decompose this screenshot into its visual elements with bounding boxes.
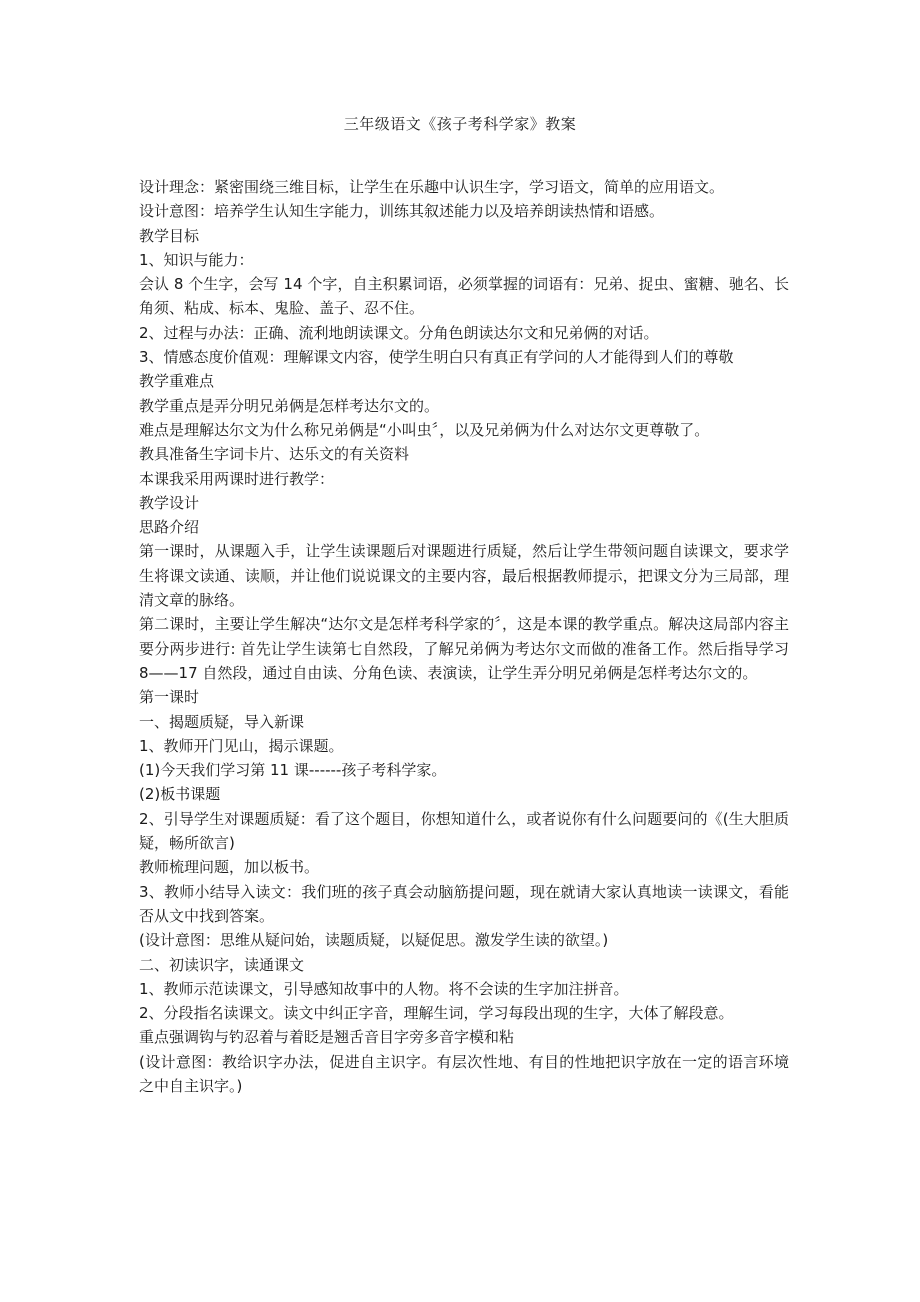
paragraph-read-aloud: 1、教师示范读课文，引导感知故事中的人物。将不会读的生字加注拼音。: [139, 979, 629, 998]
paragraph-emotion-values: 3、情感态度价值观：理解课文内容，使学生明白只有真正有学问的人才能得到人们的尊敬: [139, 348, 734, 367]
heading-teaching-goals: 教学目标: [139, 226, 200, 245]
paragraph-step-1: 1、教师开门见山，揭示课题。: [139, 736, 344, 755]
paragraph-design-note-1: (设计意图：思维从疑问始，读题质疑，以疑促思。激发学生读的欲望。): [139, 931, 609, 950]
paragraph-step-1-1: (1)今天我们学习第 11 课------孩子考科学家。: [139, 761, 447, 780]
paragraph-first-lesson-plan: 第一课时，从课题入手，让学生读课题后对课题进行质疑，然后让学生带领问题自读课文，要求学生将课文读通、读顺，并让他们说说课文的主要内容，最后根据教师提示，把课文分为三局部，理清文章的脉络。: [139, 542, 789, 610]
document-body: [139, 175, 789, 1098]
paragraph-process-method: 2、过程与办法：正确、流利地朗读课文。分角色朗读达尔文和兄弟俩的对话。: [139, 323, 659, 342]
paragraph-design-concept: 设计理念：紧密围绕三维目标，让学生在乐趣中认识生字，学习语文，简单的应用语文。: [139, 178, 725, 196]
paragraph-teacher-summary: 教师梳理问题，加以板书。: [139, 858, 320, 877]
paragraph-key-point: 教学重点是弄分明兄弟俩是怎样考达尔文的。: [139, 396, 440, 415]
document-title: 三年级语文《孩子考科学家》教案: [343, 115, 577, 133]
heading-approach: 思路介绍: [139, 518, 200, 537]
paragraph-design-intent: 设计意图：培养学生认知生字能力，训练其叙述能力以及培养朗读热情和语感。: [139, 202, 665, 221]
paragraph-segment-reading: 2、分段指名读课文。读文中纠正字音，理解生词，学习每段出现的生字，大体了解段意。: [139, 1004, 734, 1023]
paragraph-lesson-count: 本课我采用两课时进行教学：: [139, 469, 335, 488]
paragraph-difficult-point: 难点是理解达尔文为什么称兄弟俩是“小叫虫〞，以及兄弟俩为什么对达尔文更尊敬了。: [139, 420, 710, 439]
paragraph-step-2: 2、引导学生对课题质疑：看了这个题目，你想知道什么，或者说你有什么问题要问的《(生大胆质疑，畅所欲言): [139, 809, 789, 853]
paragraph-materials: 教具准备生字词卡片、达乐文的有关资料: [139, 445, 410, 464]
paragraph-step-1-2: (2)板书课题: [139, 785, 221, 804]
heading-key-difficult-points: 教学重难点: [139, 372, 215, 391]
paragraph-vocabulary: 会认 8 个生字，会写 14 个字，自主积累词语，必须掌握的词语有：兄弟、捉虫、蜜糖、驰名、长角须、粘成、标本、鬼脸、盖子、忍不住。: [139, 275, 789, 318]
heading-first-lesson: 第一课时: [139, 688, 200, 707]
paragraph-knowledge-ability: 1、知识与能力：: [139, 250, 254, 269]
paragraph-design-note-2: (设计意图：教给识字办法，促进自主识字。有层次性地、有目的性地把识字放在一定的语言环境之中自主识字。): [139, 1052, 789, 1095]
paragraph-step-3: 3、教师小结导入读文：我们班的孩子真会动脑筋提问题，现在就请大家认真地读一读课文，看能否从文中找到答案。: [139, 882, 789, 925]
heading-section-two: 二、初读识字，读通课文: [139, 955, 305, 974]
paragraph-second-lesson-plan: 第二课时，主要让学生解决“达尔文是怎样考科学家的〞，这是本课的教学重点。解决这局部内容主要分两步进行: 首先让学生读第七自然段，了解兄弟俩为考达尔文而做的准备工作。然后指导学习 8——17 自然段，通过自由读、分角色读、表演读，让学生弄分明兄弟俩是怎样考达尔文的。: [139, 615, 789, 682]
heading-teaching-design: 教学设计: [139, 493, 200, 512]
heading-section-one: 一、揭题质疑，导入新课: [139, 712, 305, 731]
paragraph-emphasis: 重点强调钩与钓忍着与着眨是翘舌音目字旁多音字模和粘: [139, 1028, 515, 1047]
